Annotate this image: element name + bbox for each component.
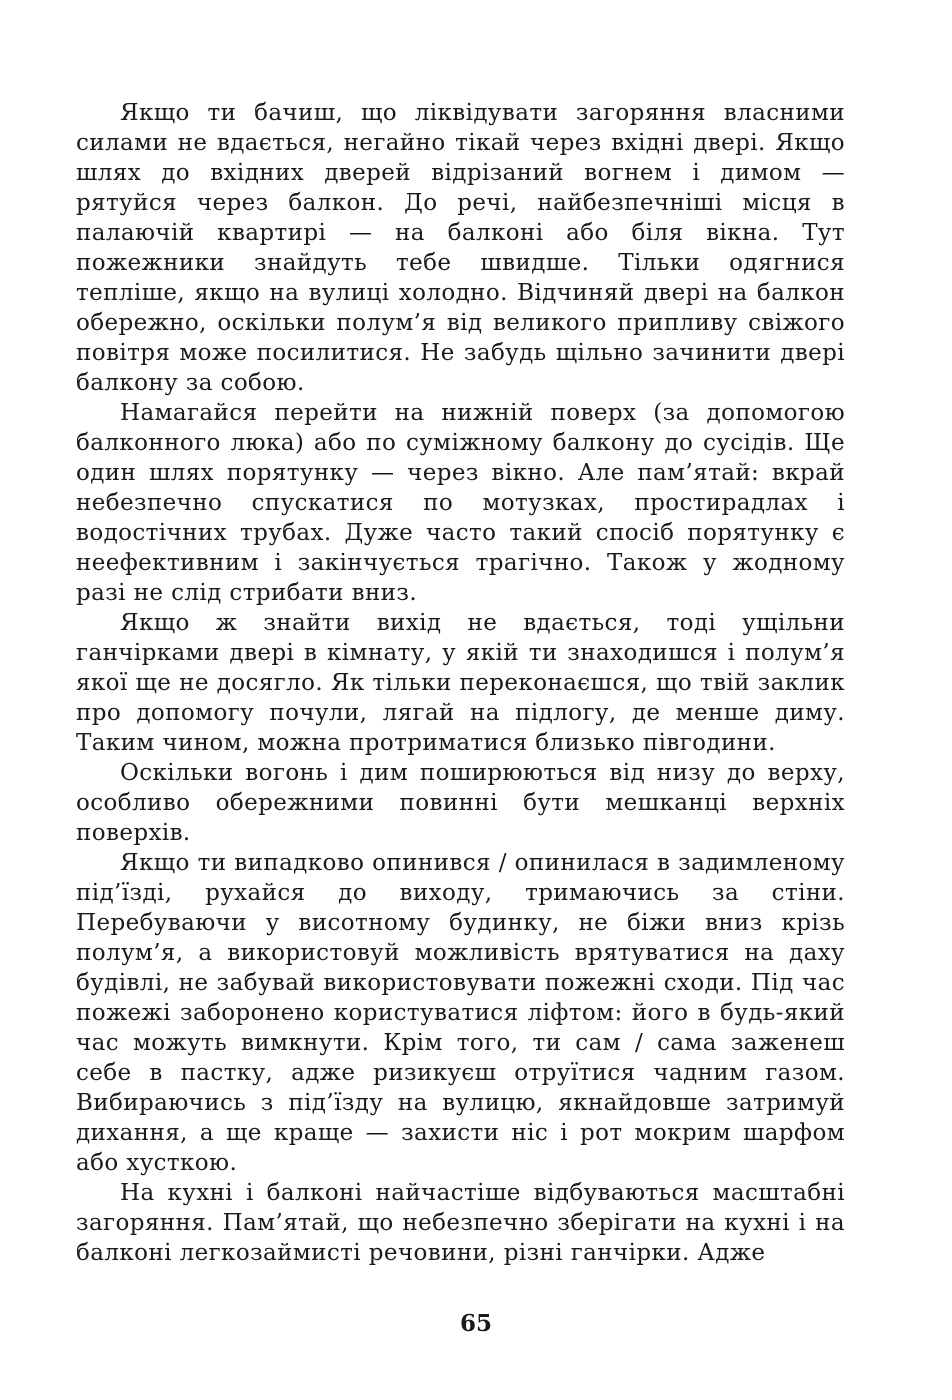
page-number: 65: [459, 1310, 492, 1337]
paragraph: На кухні і балконі найчастіше відбуваються масштабні загоряння. Пам’ятай, що небезпечно зберігати на кухні і на балконі легкозаймисті речовини, різні ганчірки. Адже: [76, 1180, 845, 1266]
paragraph: Намагайся перейти на нижній поверх (за допомогою балконного люка) або по суміжному балкону до сусідів. Ще один шлях порятунку — через вікно. Але пам’ятай: вкрай небезпечно спускатися по мотузках, простирадлах і водостічних трубах. Дуже часто такий спосіб порятунку є неефективним і закінчується трагічно. Також у жодному разі не слід стрибати вниз.: [76, 400, 845, 606]
paragraph: Оскільки вогонь і дим поширюються від низу до верху, особливо обережними повинні бути мешканці верхніх поверхів.: [76, 760, 845, 846]
body-text: [76, 98, 845, 1268]
paragraph: Якщо ти бачиш, що ліквідувати загоряння власними силами не вдається, негайно тікай через вхідні двері. Якщо шлях до вхідних дверей відрізаний вогнем і димом — рятуйся через балкон. До речі, найбезпечніші місця в палаючій квартирі — на балконі або біля вікна. Тут пожежники знайдуть тебе швидше. Тільки одягнися тепліше, якщо на вулиці холодно. Відчиняй двері на балкон обережно, оскільки полум’я від великого припливу свіжого повітря може посилитися. Не забудь щільно зачинити двері балкону за собою.: [76, 100, 845, 396]
paragraph: Якщо ж знайти вихід не вдається, тоді ущільни ганчірками двері в кімнату, у якій ти знаходишся і полум’я якої ще не досягло. Як тільки переконаєшся, що твій заклик про допомогу почули, лягай на підлогу, де менше диму. Таким чином, можна протриматися близько півгодини.: [76, 610, 845, 756]
paragraph: Якщо ти випадково опинився / опинилася в задимленому під’їзді, рухайся до виходу, тримаючись за стіни. Перебуваючи у висотному будинку, не біжи вниз крізь полум’я, а використовуй можливість врятуватися на даху будівлі, не забувай використовувати пожежні сходи. Під час пожежі заборонено користуватися ліфтом: його в будь-який час можуть вимкнути. Крім того, ти сам / сама заженеш себе в пастку, адже ризикуєш отруїтися чадним газом. Вибираючись з під’їзду на вулицю, якнайдовше затримуй дихання, а ще краще — захисти ніс і рот мокрим шарфом або хусткою.: [76, 850, 845, 1176]
